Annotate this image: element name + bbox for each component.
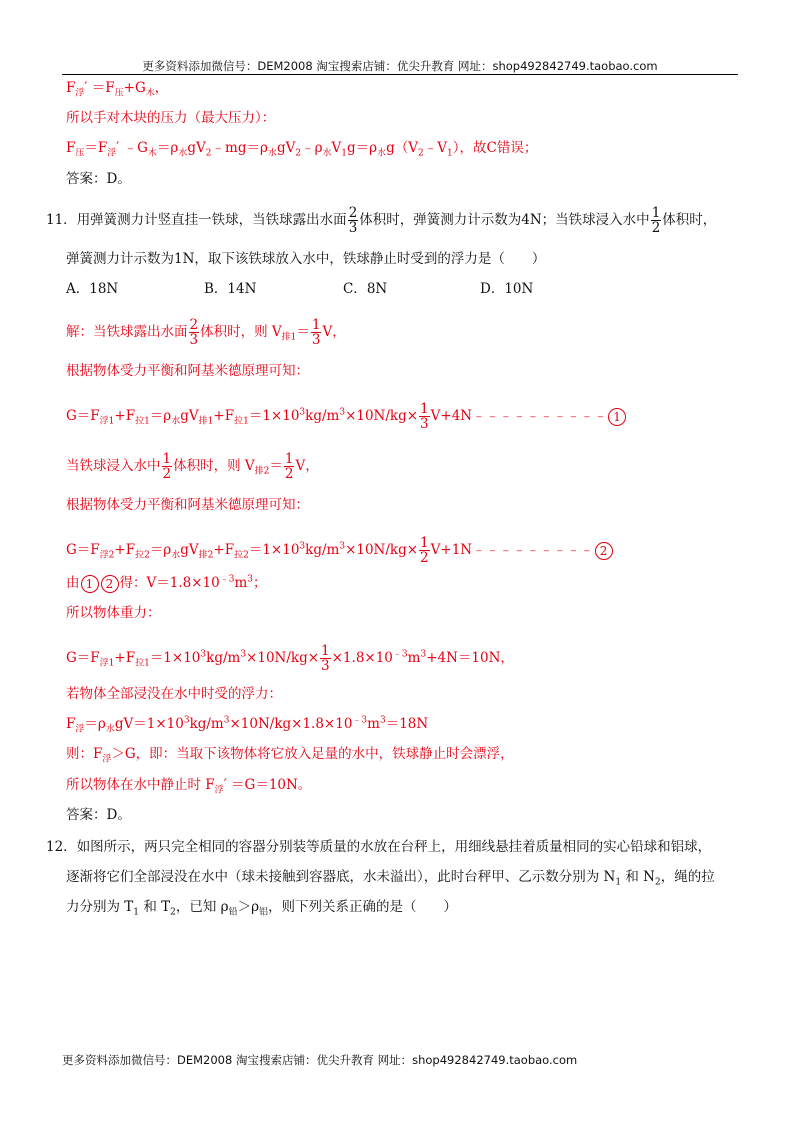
header-rule — [62, 74, 738, 75]
sol11-line-5: 根据物体受力平衡和阿基米德原理可知： — [66, 497, 309, 513]
sol11-line-4: 当铁球浸入水中 $\frac{1}{2}$ 体积时，则 $V_{排2}=$ $\frac{1}{2}$ V， — [66, 451, 319, 482]
q11-option-b: B．14N — [204, 281, 257, 297]
fraction: $\frac{2}{3}$ — [348, 205, 358, 236]
sol11-line-11: $F_浮=\rho_水gV=1\times 10^3kg/m^3\times 10N/kg\times 1.8\times 10^{﹣3}m^3=18N$ — [66, 715, 429, 735]
page-header: 更多资料添加微信号：DEM2008 淘宝搜索店铺：优尖升教育 网址：shop492842749.taobao.com — [142, 59, 658, 73]
sol11-line-2: 根据物体受力平衡和阿基米德原理可知： — [66, 363, 309, 379]
sol11-line-8: 所以物体重力： — [66, 605, 161, 621]
fraction: $\frac{1}{3}$ — [321, 643, 330, 674]
sol11-line-10: 若物体全部浸没在水中时受的浮力： — [66, 686, 282, 702]
fraction: $\frac{2}{3}$ — [189, 317, 199, 348]
sol11-line-1: 解：当铁球露出水面 $\frac{2}{3}$ 体积时，则 $V_{排1}=$ $\frac{1}{3}$ V， — [66, 317, 346, 348]
fraction: $\frac{1}{3}$ — [420, 401, 429, 432]
fraction: $\frac{1}{3}$ — [311, 317, 321, 348]
q12-line-1: 12．如图所示，两只完全相同的容器分别装等质量的水放在台秤上，用细线悬挂着质量相同的实心铅球和铝球， — [46, 839, 712, 855]
fraction: $\frac{1}{2}$ — [420, 535, 429, 566]
sol11-line-7: 由 1 2 得：$V=1.8\times 10^{﹣3}m^3$； — [66, 574, 267, 591]
sol11-answer: 答案：D。 — [66, 807, 131, 823]
circled-number-2: 2 — [595, 542, 613, 560]
q11-option-a: A．18N — [66, 281, 119, 297]
prev-line-1: $F_浮' =F_压+G_木$， — [66, 80, 169, 99]
sol11-line-13: 所以物体在水中静止时 $F_浮' =G=10N$。 — [66, 777, 312, 796]
q12-line-2: 逐渐将它们全部浸没在水中（球未接触到容器底，水未溢出），此时台秤甲、乙示数分别为 $N_1$ 和 $N_2$，绳的拉 — [66, 869, 715, 888]
q11-option-c: C．8N — [343, 281, 388, 297]
page-footer: 更多资料添加微信号：DEM2008 淘宝搜索店铺：优尖升教育 网址：shop492842749.taobao.com — [62, 1053, 578, 1067]
q11-line-2: 弹簧测力计示数为1N，取下该铁球放入水中，铁球静止时受到的浮力是（ ） — [66, 251, 546, 267]
fraction: $\frac{1}{2}$ — [651, 205, 661, 236]
prev-answer: 答案：D。 — [66, 171, 131, 187]
circled-number-1: 1 — [608, 408, 626, 426]
fraction: $\frac{1}{2}$ — [162, 451, 172, 482]
sol11-equation-1: $G=F_{浮1}+F_{拉1}=\rho_水gV_{排1}+F_{拉1}=1\times 10^3kg/m^3\times 10N/kg\times$ $\frac{1}{3}$ V+4N﹣﹣﹣﹣﹣﹣﹣﹣﹣﹣ 1 — [66, 402, 627, 431]
fraction: $\frac{1}{2}$ — [284, 451, 294, 482]
q12-line-3: 力分别为 $T_1$ 和 $T_2$，已知 $\rho_铅>\rho_铝$，则下列关系正确的是（ ） — [66, 899, 458, 918]
sol11-line-12: 则：$F_浮>G$，即：当取下该物体将它放入足量的水中，铁球静止时会漂浮， — [66, 746, 514, 765]
sol11-equation-2: $G=F_{浮2}+F_{拉2}=\rho_水gV_{排2}+F_{拉2}=1\times 10^3kg/m^3\times 10N/kg\times$ $\frac{1}{2}$ V+1N﹣﹣﹣﹣﹣﹣﹣﹣﹣ 2 — [66, 536, 614, 565]
circled-number-1: 1 — [81, 575, 99, 593]
q11-line-1: 11．用弹簧测力计竖直挂一铁球，当铁球露出水面 $\frac{2}{3}$ 体积时，弹簧测力计示数为4N；当铁球浸入水中 $\frac{1}{2}$ 体积时， — [46, 205, 717, 236]
sol11-equation-3: $G=F_{浮1}+F_{拉1}=1\times 10^3kg/m^3\times 10N/kg\times$ $\frac{1}{3}$ $\times 1.8\times 10^{﹣3}m^3+4N=10N$， — [66, 643, 514, 674]
prev-line-2: 所以手对木块的压力（最大压力）： — [66, 110, 276, 126]
q11-option-d: D．10N — [480, 281, 534, 297]
circled-number-2: 2 — [101, 575, 119, 593]
prev-line-3: $F_压=F_浮'$ $﹣G_木=\rho_水gV_2﹣mg=\rho_水gV_2﹣\rho_水V_1g=\rho_水g(V_2﹣V_1)$，故C错误； — [66, 140, 538, 159]
